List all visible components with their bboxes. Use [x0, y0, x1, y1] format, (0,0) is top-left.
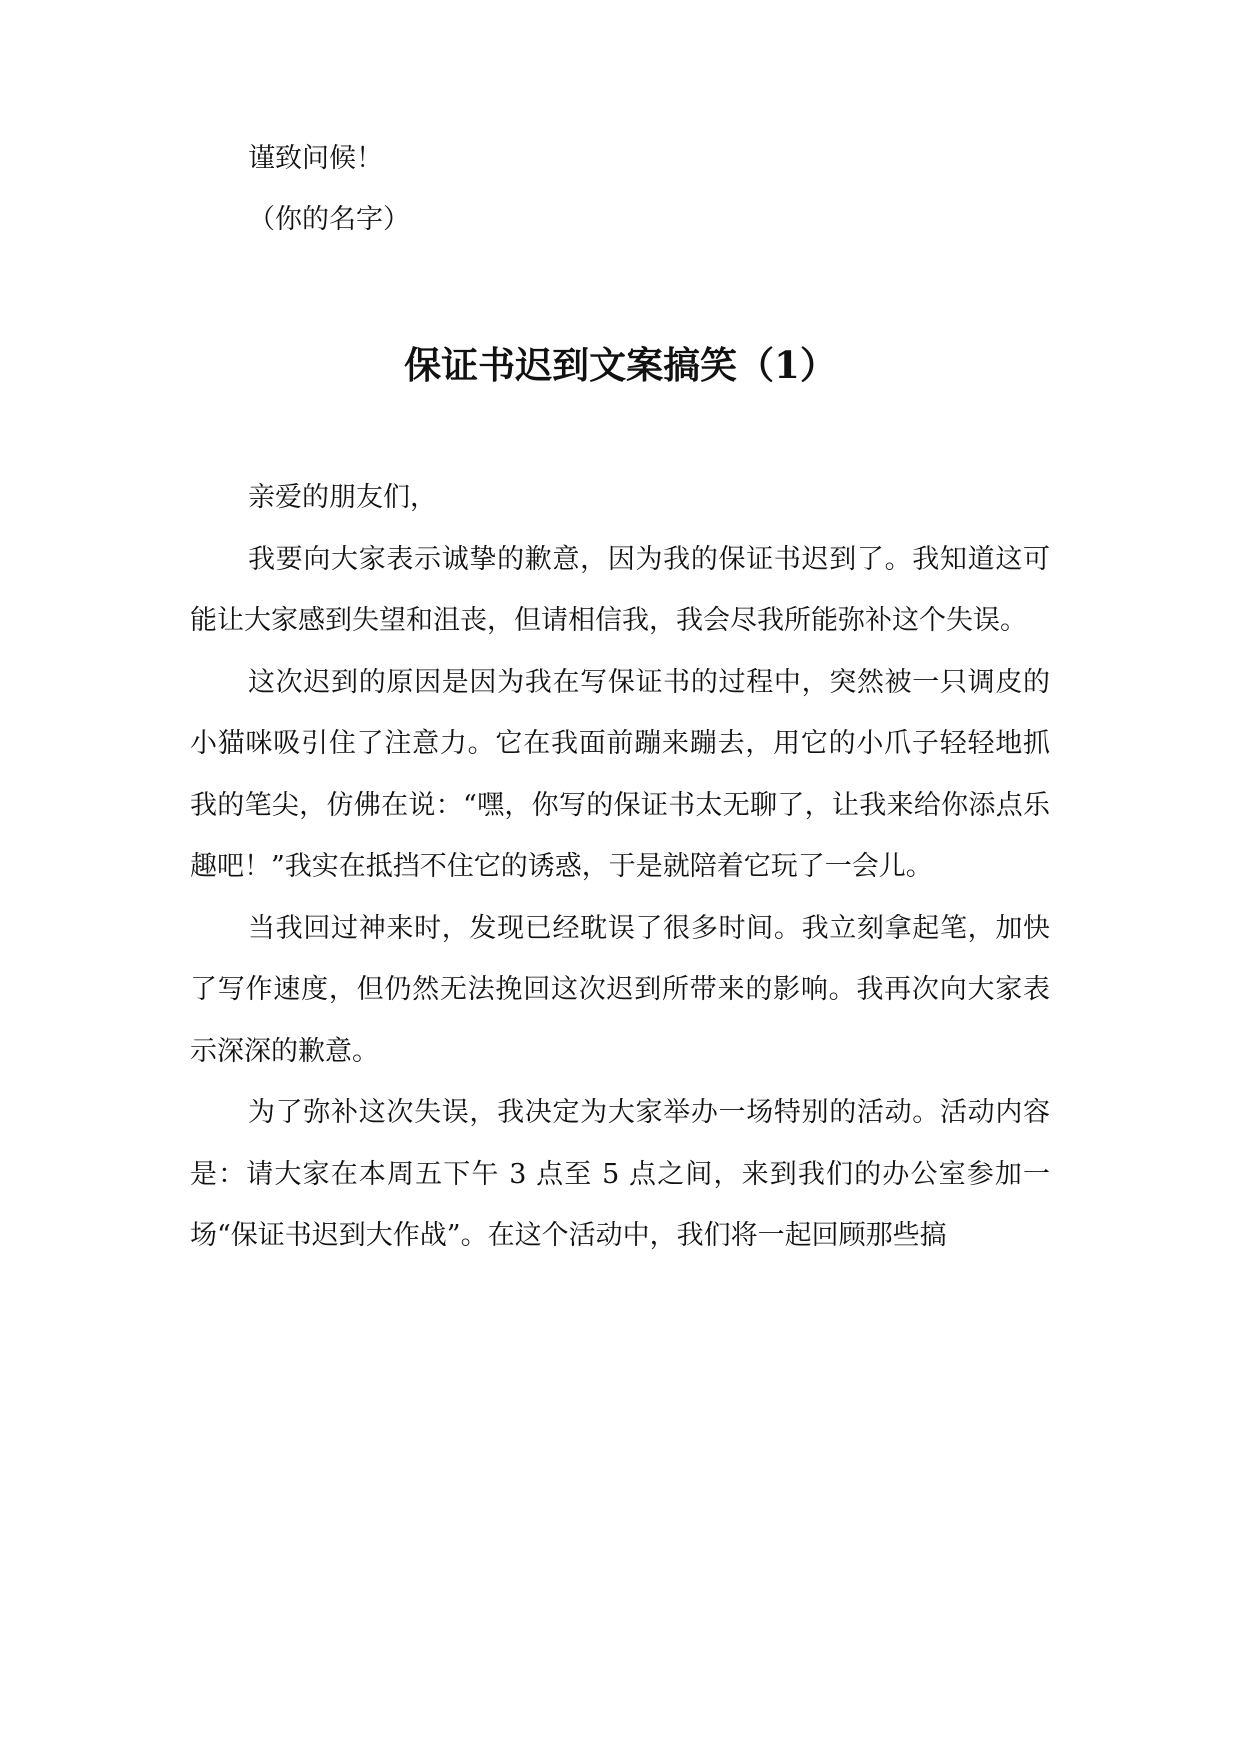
- document-title: 保证书迟到文案搞笑（1）: [404, 343, 837, 387]
- paragraph-event: 为了弥补这次失误，我决定为大家举办一场特别的活动。活动内容是：请大家在本周五下午 3 点至 5 点之间，来到我们的办公室参加一场“保证书迟到大作战”。在这个活动中，我们将一起回顾那些搞: [190, 1097, 1050, 1251]
- document-body: [190, 467, 1050, 1267]
- paragraph-greeting: 亲爱的朋友们，: [248, 482, 437, 513]
- paragraph-regret: 当我回过神来时，发现已经耽误了很多时间。我立刻拿起笔，加快了写作速度，但仍然无法挽回这次迟到所带来的影响。我再次向大家表示深深的歉意。: [190, 912, 1050, 1067]
- paragraph-apology: 我要向大家表示诚挚的歉意，因为我的保证书迟到了。我知道这可能让大家感到失望和沮丧，但请相信我，我会尽我所能弥补这个失误。: [190, 543, 1050, 636]
- paragraph-reason: 这次迟到的原因是因为我在写保证书的过程中，突然被一只调皮的小猫咪吸引住了注意力。它在我面前蹦来蹦去，用它的小爪子轻轻地抓我的笔尖，仿佛在说：“嘿，你写的保证书太无聊了，让我来给你添点乐趣吧！”我实在抵挡不住它的诱惑，于是就陪着它玩了一会儿。: [190, 666, 1050, 882]
- closing-signature: （你的名字）: [248, 204, 410, 235]
- closing-regards: 谨致问候！: [248, 143, 383, 174]
